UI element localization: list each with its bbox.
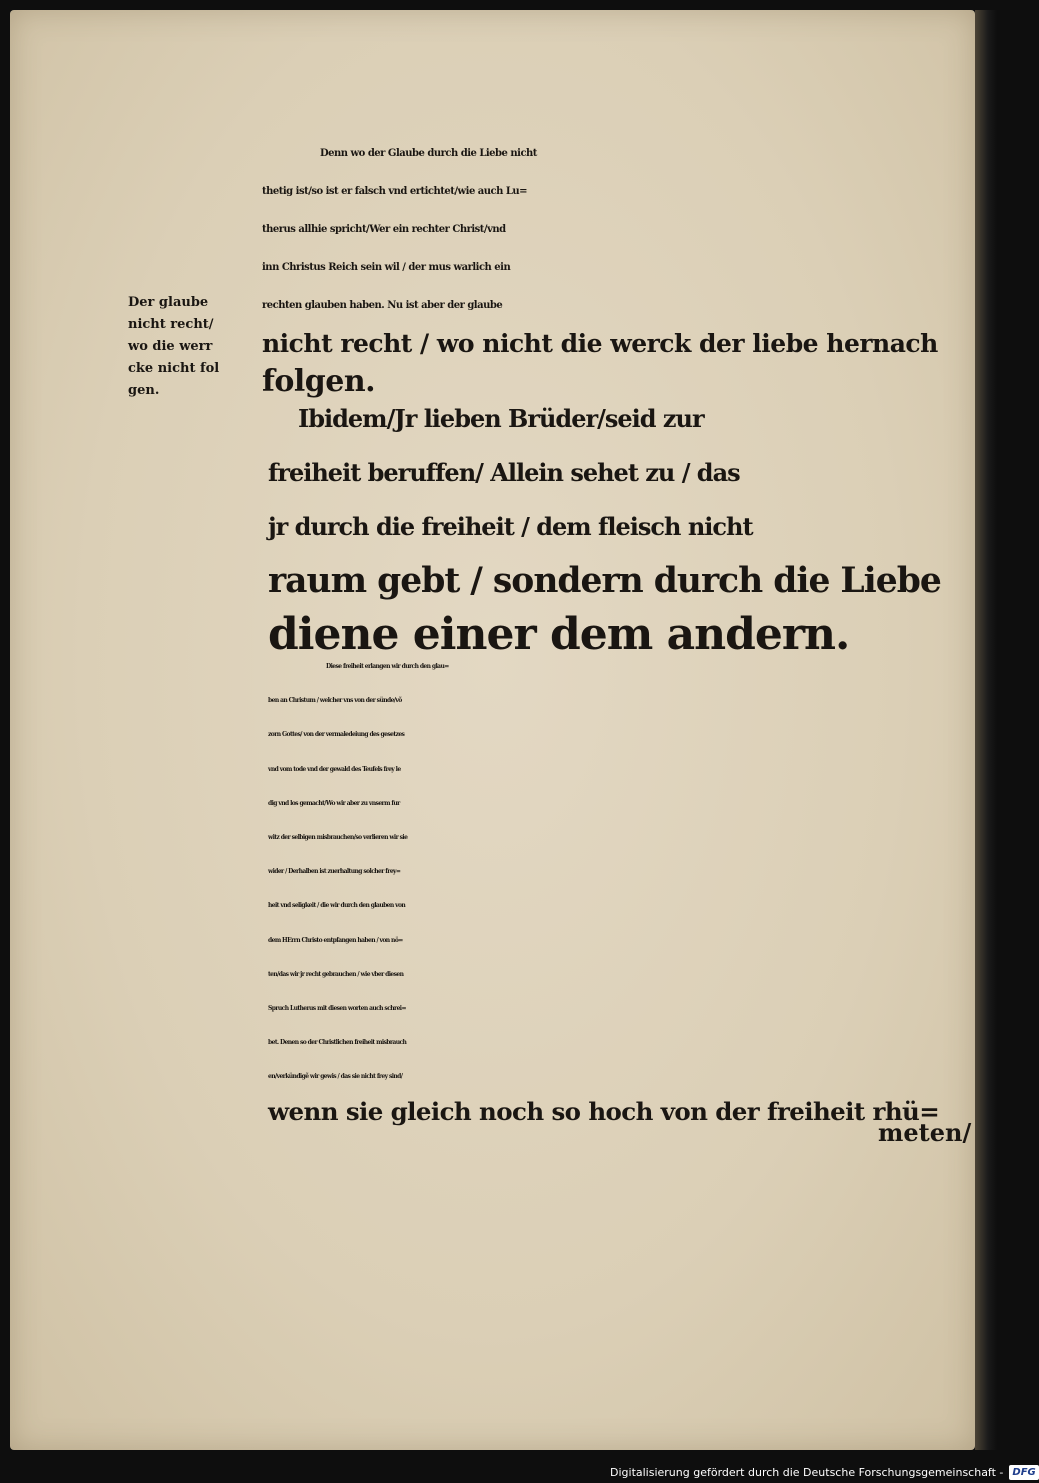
commentary-line: vnd vom tode vnd der gewald des Teufels frey le [268,765,401,773]
page-edge [975,10,997,1450]
funding-footer [610,1462,1039,1482]
commentary-line: zorn Gottes/ von der vermaledeiung des gesetzes [268,731,405,739]
commentary-line: bet. Denen so der Christlichen freiheit misbrauch [268,1039,407,1047]
body-line: nicht recht / wo nicht die werck der liebe hernach [262,329,938,358]
commentary-line: wenn sie gleich noch so hoch von der freiheit rhü= [268,1096,940,1126]
commentary-line: en/verkündigẽ wir gewis / das sie nicht frey sind/ [268,1073,403,1081]
margin-note-line: nicht recht/ [128,317,214,332]
commentary-line: dem HErrn Christo entpfangen haben / von nö= [268,936,403,944]
commentary-line: ben an Christum / welcher vns von der sünde/võ [268,697,402,705]
scripture-line: jr durch die freiheit / dem fleisch nicht [268,512,753,541]
body-line: Denn wo der Glaube durch die Liebe nicht [320,148,537,159]
commentary-line: dig vnd los gemacht/Wo wir aber zu vnserm fur [268,799,400,807]
book-page [10,10,975,1450]
scripture-quote [268,392,941,662]
body-line: rechten glauben haben. Nu ist aber der glaube [262,300,503,311]
dfg-logo: DFG [1009,1465,1038,1480]
scripture-line: Ibidem/Jr lieben Brüder/seid zur [298,404,704,433]
commentary-paragraph [268,650,939,1129]
scripture-line: raum gebt / sondern durch die Liebe [268,561,941,601]
commentary-line: heit vnd seligkeit / die wir durch den glauben von [268,902,406,910]
body-line: inn Christus Reich sein wil / der mus warlich ein [262,262,511,273]
commentary-line: ten/das wir jr recht gebrauchen / wie vber diesen [268,970,404,978]
commentary-line: wider / Derhalben ist zuerhaltung solcher frey= [268,868,401,876]
body-line: therus allhie spricht/Wer ein rechter Christ/vnd [262,224,506,235]
commentary-line: witz der selbigen misbrauchen/so verlieren wir sie [268,834,408,842]
margin-note-line: wo die werr [128,339,213,354]
catchword: meten/ [878,1118,972,1147]
margin-note-line: gen. [128,383,160,398]
margin-note [128,292,219,402]
margin-note-line: cke nicht fol [128,361,220,376]
body-paragraph [262,135,938,401]
body-line: folgen. [262,364,376,399]
scripture-line: diene einer dem andern. [268,609,850,660]
commentary-line: Diese freiheit erlangen wir durch den glau= [326,663,449,670]
body-line: thetig ist/so ist er falsch vnd ertichtet/wie auch Lu= [262,186,528,197]
commentary-line: Spruch Lutherus mit diesen worten auch schrei= [268,1005,406,1013]
footer-text: Digitalisierung gefördert durch die Deutsche Forschungsgemeinschaft - [610,1465,1004,1479]
margin-note-line: Der glaube [128,295,209,310]
scripture-line: freiheit beruffen/ Allein sehet zu / das [268,458,740,487]
